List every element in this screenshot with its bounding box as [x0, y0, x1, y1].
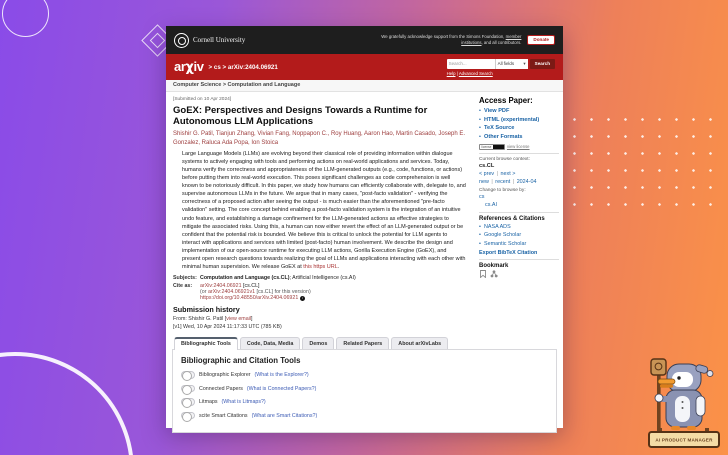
tab-bibliographic-tools[interactable]: Bibliographic Tools — [174, 337, 238, 350]
cite-arxiv-id-link[interactable]: arXiv:2404.06921 — [200, 283, 242, 290]
browse-context-value: cs.CL — [479, 162, 495, 169]
new-link[interactable]: new — [479, 178, 489, 185]
toggle-row-scite: scite Smart Citations (What are Smart Citations?) — [181, 412, 548, 420]
labs-panel-heading: Bibliographic and Citation Tools — [181, 356, 301, 366]
abstract-column — [166, 92, 472, 331]
litmaps-toggle[interactable] — [181, 398, 195, 406]
arxiv-page-screenshot — [166, 26, 563, 428]
tab-code-data-media[interactable]: Code, Data, Media — [240, 337, 300, 349]
arxiv-breadcrumb: > cs > arXiv:2404.06921 — [208, 63, 278, 71]
html-experimental-link[interactable]: HTML (experimental) — [484, 116, 540, 123]
browse-csai-row — [485, 201, 559, 209]
browse-cs-row — [479, 193, 559, 201]
prev-link[interactable]: < prev — [479, 170, 495, 177]
tab-demos[interactable]: Demos — [302, 337, 334, 349]
mascot-sign-text: AI PRODUCT MANAGER — [655, 437, 713, 443]
labs-panel — [172, 349, 557, 433]
nasa-ads-link[interactable]: NASA ADS — [484, 224, 511, 231]
change-browse-label: Change to browse by: — [479, 187, 526, 193]
google-scholar-link[interactable]: Google Scholar — [484, 232, 522, 239]
semantic-scholar-link[interactable]: Semantic Scholar — [484, 240, 527, 247]
labs-tab-bar — [172, 337, 557, 349]
tab-about-arxivlabs[interactable]: About arXivLabs — [391, 337, 448, 349]
list-item — [479, 231, 559, 239]
view-email-link[interactable]: view email — [226, 316, 252, 323]
list-item — [479, 240, 559, 248]
toggle-row-bibliographic-explorer: Bibliographic Explorer (What is the Explorer?) — [181, 371, 548, 379]
divider — [479, 212, 559, 213]
donate-button[interactable]: Donate — [527, 35, 555, 46]
paper-metadata — [173, 275, 468, 301]
mascot-duck-wizard — [646, 356, 722, 455]
access-paper-heading: Access Paper: — [479, 96, 533, 105]
paper-title: GoEX: Perspectives and Designs Towards a Runtime for Autonomous LLM Applications — [173, 105, 428, 128]
bookmark-ribbon-icon[interactable] — [479, 270, 487, 278]
cornell-university-label[interactable]: Cornell University — [193, 36, 246, 44]
csai-browse-link[interactable]: cs.AI — [485, 201, 497, 208]
member-institutions-link[interactable]: member institutions — [461, 33, 522, 45]
dateline: [Submitted on 10 Apr 2024] — [173, 97, 232, 102]
other-formats-link[interactable]: Other Formats — [484, 133, 523, 140]
arxiv-logo[interactable]: arχiv — [174, 59, 204, 75]
view-license-link[interactable]: view license — [506, 144, 530, 150]
arxivlabs-section — [172, 337, 557, 433]
new-recent-row: new | recent | 2024-04 — [479, 178, 537, 185]
subjects-value: Computation and Language (cs.CL); Artificial Intelligence (cs.AI) — [200, 275, 356, 282]
cite-label: Cite as: — [173, 283, 193, 290]
tab-related-papers[interactable]: Related Papers — [336, 337, 389, 349]
scite-help-link[interactable]: (What are Smart Citations?) — [251, 412, 318, 419]
scite-toggle[interactable] — [181, 412, 195, 420]
decorative-dot-grid — [566, 111, 726, 210]
prev-next-row: < prev | next > — [479, 170, 516, 177]
cs-browse-link[interactable]: cs — [479, 193, 485, 200]
doi-link[interactable]: https://doi.org/10.48550/arXiv.2404.06921 — [200, 295, 299, 302]
license-badge[interactable]: license — [479, 144, 505, 150]
browse-context-label: Current browse context: — [479, 156, 530, 162]
info-icon[interactable]: i — [300, 296, 305, 301]
connected-papers-toggle[interactable] — [181, 385, 195, 393]
field-selector[interactable]: All fields ▾ — [495, 59, 528, 69]
subject-breadcrumb[interactable]: Computer Science > Computation and Language — [166, 80, 563, 92]
decorative-circle-small — [2, 0, 49, 37]
connected-papers-help-link[interactable]: (What is Connected Papers?) — [246, 385, 317, 392]
submission-v1: [v1] Wed, 10 Apr 2024 11:17:33 UTC (785 KB) — [173, 323, 282, 330]
explorer-help-link[interactable]: (What is the Explorer?) — [254, 372, 309, 379]
tex-source-link[interactable]: TeX Source — [484, 125, 515, 132]
chevron-down-icon: ▾ — [523, 60, 526, 66]
abstract-url-link[interactable]: this https URL — [303, 264, 338, 271]
submission-from: From: Shishir G. Patil [view email] — [173, 316, 253, 323]
author-links[interactable]: Shishir G. Patil, Tianjun Zhang, Vivian Fang, Noppapon C., Roy Huang, Aaron Hao, Martin Casado, Joseph E. Gonzalez, Raluca Ada Popa, Ion Stoica — [173, 131, 466, 146]
cite-value: arXiv:2404.06921 [cs.CL] (or arXiv:2404.06921v1 [cs.CL] for this version) https://doi.org/10.48550/arXiv.2404.06921 i — [200, 283, 311, 302]
list-item — [479, 124, 559, 133]
search-input[interactable] — [447, 59, 495, 69]
bibliographic-explorer-toggle[interactable] — [181, 371, 195, 379]
arxiv-banner — [166, 54, 563, 80]
cite-version-link[interactable]: arXiv:2404.06921v1 — [207, 289, 256, 296]
litmaps-help-link[interactable]: (What is Litmaps?) — [221, 399, 266, 406]
toggle-row-connected-papers: Connected Papers (What is Connected Papers?) — [181, 385, 548, 393]
recent-link[interactable]: recent — [495, 178, 511, 185]
help-link[interactable]: Help — [446, 70, 456, 76]
support-acknowledgement-text: We gratefully acknowledge support from the Simons Foundation, member institutions, and all contributors. — [381, 33, 522, 45]
arxiv-id-link[interactable]: arXiv:2404.06921 — [227, 63, 278, 71]
paper-abstract: Large Language Models (LLMs) are evolving beyond their classical role of providing information within dialogue systems to actively engaging with tools and performing actions on real-world applications and services. Today, humans verify the correctness and appropriateness of the LLM-generated outputs (e.g., code, functions, or actions) before putting them into real-world execution. This poses significant challenges as code comprehension is well known to be notoriously difficult. In this paper, we study how humans can efficiently collaborate with, delegate to, and supervise autonomous LLMs in the future. We argue that in many cases, "post-facto validation" - verifying the correctness of a proposed action after seeing the output - is much easier than the aforementioned "pre-facto validation" setting. The core concept behind enabling a post-facto validation system is the integration of an intuitive undo feature, and establishing a damage confinement for the LLM-generated actions as effective strategies to mitigate the associated risks. Using this, a human can now either revert the effect of an LLM-generated output or be confident that the potential risk is bounded. We believe this is critical to unlock the potential for LLM agents to interact with applications and services with limited (post-facto) human involvement. We describe the design and implementation of our open-source runtime for executing LLM actions, Gorilla Execution Engine (GoEX), and present open research questions towards realizing the goal of LLMs and applications interacting with each other with minimal human supervision. We release GoEX at this https URL. — [182, 150, 466, 271]
list-item — [479, 223, 559, 231]
divider — [479, 259, 559, 260]
month-link[interactable]: 2024-04 — [516, 178, 537, 185]
sidebar — [472, 92, 563, 331]
cornell-header-bar — [166, 26, 563, 54]
next-link[interactable]: next > — [500, 170, 516, 177]
cs-link[interactable]: cs — [213, 63, 221, 71]
toggle-row-litmaps: Litmaps (What is Litmaps?) — [181, 398, 548, 406]
list-item — [479, 107, 559, 116]
bookmark-graph-icon[interactable] — [490, 270, 498, 278]
references-citations-heading: References & Citations — [479, 216, 545, 223]
submission-history-heading: Submission history — [173, 305, 240, 315]
help-links: Help | Advanced Search — [446, 70, 493, 76]
cornell-seal-icon — [174, 33, 189, 48]
subjects-label: Subjects: — [173, 275, 197, 282]
divider — [479, 153, 559, 154]
advanced-search-link[interactable]: Advanced Search — [458, 70, 493, 76]
list-item — [479, 133, 559, 142]
search-button[interactable]: Search — [530, 59, 555, 69]
list-item — [479, 116, 559, 125]
mascot-sign — [649, 428, 719, 447]
export-bibtex-link[interactable]: Export BibTeX Citation — [479, 250, 538, 257]
bookmark-heading: Bookmark — [479, 263, 509, 270]
view-pdf-link[interactable]: View PDF — [484, 108, 510, 114]
decorative-circle-large — [0, 352, 134, 455]
